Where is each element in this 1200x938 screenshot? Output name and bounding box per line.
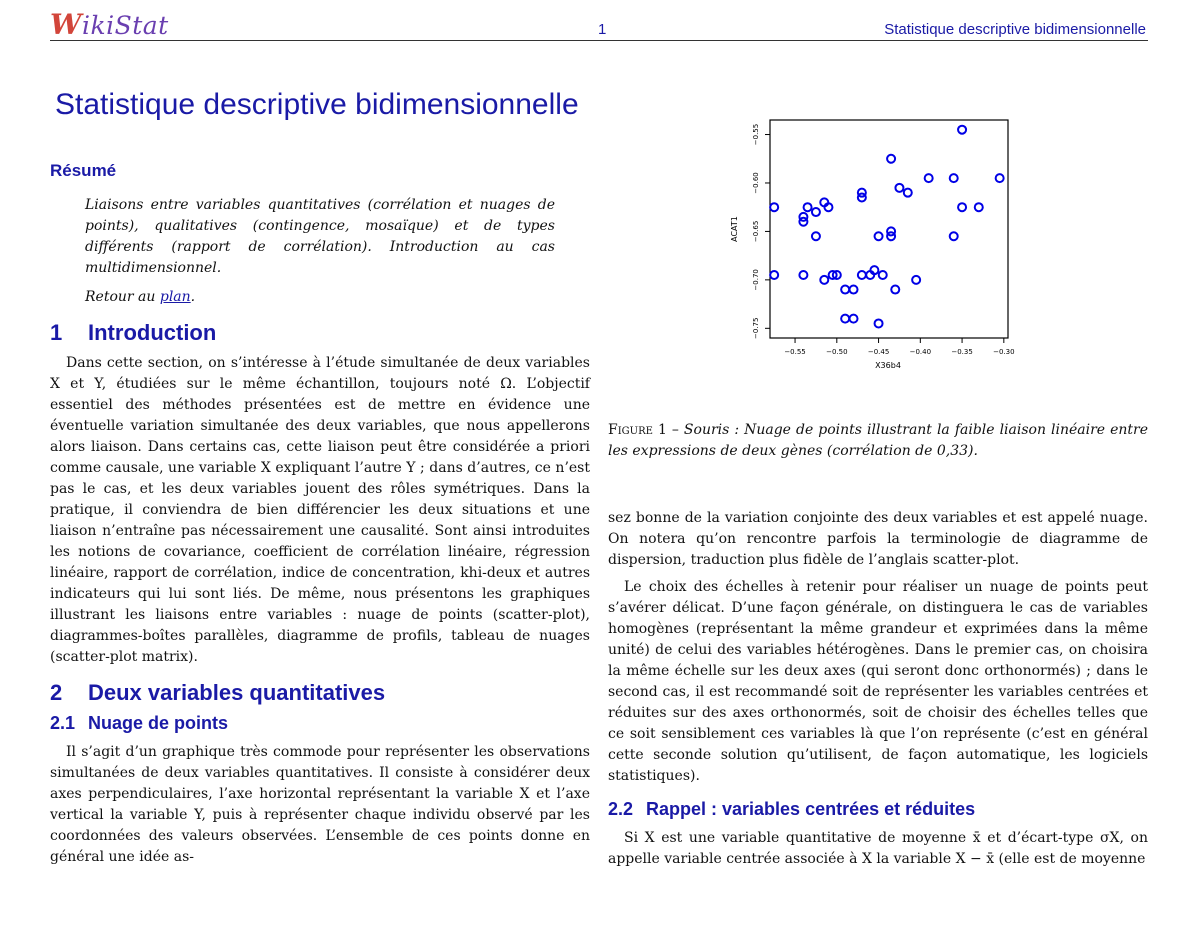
wikistat-logo: WikiStat <box>50 8 169 41</box>
abstract-text: Liaisons entre variables quantitatives (corrélation et nuages de points), qualitatives (contingence, mosaïque) et de types différents (rapport de corrélation). Introduction au cas multidimensionnel. <box>85 197 555 276</box>
scatter-point <box>812 232 820 240</box>
figure-caption-text: Souris : Nuage de points illustrant la faible liaison linéaire entre les expressions de deux gènes (corrélation de 0,33). <box>608 422 1149 459</box>
section-2-heading: 2 Deux variables quantitatives <box>50 680 386 705</box>
y-tick-label: −0.65 <box>752 220 760 243</box>
figure-caption <box>608 420 1148 462</box>
scatter-point <box>912 276 920 284</box>
abstract-heading: Résumé <box>50 161 117 180</box>
x-tick-label: −0.30 <box>993 348 1015 356</box>
section-2-1-heading: 2.1 Nuage de points <box>50 713 229 733</box>
page-title: Statistique descriptive bidimensionnelle <box>55 88 579 121</box>
y-tick-label: −0.60 <box>752 172 760 194</box>
section-2-1-paragraph: Il s’agit d’un graphique très commode pour représenter les observations simultanées de deux variables quantitatives. Il consiste à considérer deux axes perpendiculaires, l’axe horizontal représentant la variable X et l’axe vertical la variable Y, puis à représenter chaque individu observé par les coordonnées des valeurs observées. L’ensemble de ces points donne en général une idée as- <box>50 744 590 865</box>
scatter-point <box>996 174 1004 182</box>
scatter-point <box>804 203 812 211</box>
scatter-point <box>975 203 983 211</box>
scatter-point <box>858 271 866 279</box>
scatter-point <box>850 286 858 294</box>
section-2-2-heading: 2.2 Rappel : variables centrées et réduites <box>608 799 976 819</box>
data-points <box>770 126 1003 328</box>
scatter-plot <box>728 112 1028 372</box>
retour-line: Retour au plan. <box>85 289 196 305</box>
scatter-point <box>875 232 883 240</box>
x-tick-label: −0.55 <box>784 348 806 356</box>
running-title: Statistique descriptive bidimensionnelle <box>884 21 1146 38</box>
scatter-point <box>770 203 778 211</box>
section-2-2-paragraph: Si X est une variable quantitative de moyenne x̄ et d’écart-type σX, on appelle variable centrée associée à X la variable X − x̄ (elle est de moyenne <box>608 830 1148 867</box>
section-1-heading: 1 Introduction <box>50 320 217 345</box>
scatter-point <box>958 203 966 211</box>
scatter-point <box>950 174 958 182</box>
right-column <box>608 508 1148 870</box>
figure-label: Figure 1 – <box>608 422 679 438</box>
logo-text: ikiStat <box>81 11 169 40</box>
scatter-point <box>904 189 912 197</box>
scatter-point <box>875 319 883 327</box>
y-tick-label: −0.75 <box>752 317 760 340</box>
y-tick-label: −0.70 <box>752 269 760 291</box>
scatter-point <box>950 232 958 240</box>
abstract <box>85 195 555 308</box>
x-tick-label: −0.35 <box>951 348 973 356</box>
page-header <box>50 6 1148 41</box>
section-2-1-paragraph-2: Le choix des échelles à retenir pour réaliser un nuage de points peut s’avérer délicat. D’une façon générale, on distinguera le cas de variables homogènes (représentant la même grandeur et exprimées dans la même unité) de celui des variables hétérogènes. Dans le premier cas, on choisira la même échelle sur les deux axes (qui seront donc orthonormés) ; dans le second cas, il est recommandé soit de représenter les variables centrées et réduites sur des axes orthonormés, soit de choisir des échelles telles que ce soit sensiblement ces variables là que l’on représente (c’est en général cette seconde solution qu’utilisent, de façon automatique, les logiciels statistiques). <box>608 579 1148 784</box>
scatter-point <box>841 315 849 323</box>
scatter-point <box>820 276 828 284</box>
scatter-point <box>850 315 858 323</box>
scatter-point <box>958 126 966 134</box>
x-axis <box>784 338 1014 356</box>
section-1-paragraph: Dans cette section, on s’intéresse à l’étude simultanée de deux variables X et Y, étudiées sur le même échantillon, toujours noté Ω. L’objectif essentiel des méthodes présentées est de mettre en évidence une éventuelle variation simultanée des deux variables, que nous appellerons alors liaison. Dans certains cas, cette liaison peut être considérée a priori comme causale, une variable X expliquant l’autre Y ; dans d’autres, ce n’est pas le cas, et les deux variables jouent des rôles symétriques. Dans la pratique, il conviendra de bien différencier les deux situations et une liaison n’entraîne pas nécessairement une causalité. Sont ainsi introduites les notions de covariance, coefficient de corrélation linéaire, régression linéaire, rapport de corrélation, indice de concentration, khi-deux et autres indicateurs qui lui sont liés. De même, nous présentons les graphiques illustrant les liaisons entre variables : nuage de points (scatter-plot), diagrammes-boîtes parallèles, diagramme de profils, tableau de nuages (scatter-plot matrix). <box>50 355 590 665</box>
plan-link[interactable]: plan <box>159 289 191 305</box>
y-tick-label: −0.55 <box>752 123 760 146</box>
x-axis-label: X36b4 <box>875 361 901 370</box>
y-axis-label: ACAT1 <box>730 216 739 242</box>
scatter-point <box>812 208 820 216</box>
scatter-point <box>925 174 933 182</box>
y-axis <box>752 124 770 339</box>
scatter-point <box>799 271 807 279</box>
scatter-point <box>841 286 849 294</box>
section-2-1-paragraph-cont: sez bonne de la variation conjointe des deux variables et est appelé nuage. On notera qu’on rencontre parfois la terminologie de diagramme de dispersion, traduction plus fidèle de l’anglais scatter-plot. <box>608 510 1148 568</box>
left-column <box>50 160 590 868</box>
scatter-point <box>895 184 903 192</box>
page-number: 1 <box>598 21 607 38</box>
scatter-point <box>879 271 887 279</box>
x-tick-label: −0.50 <box>826 348 848 356</box>
scatter-point <box>891 286 899 294</box>
scatter-point <box>887 155 895 163</box>
scatter-point <box>770 271 778 279</box>
x-tick-label: −0.45 <box>867 348 890 356</box>
x-tick-label: −0.40 <box>909 348 932 356</box>
